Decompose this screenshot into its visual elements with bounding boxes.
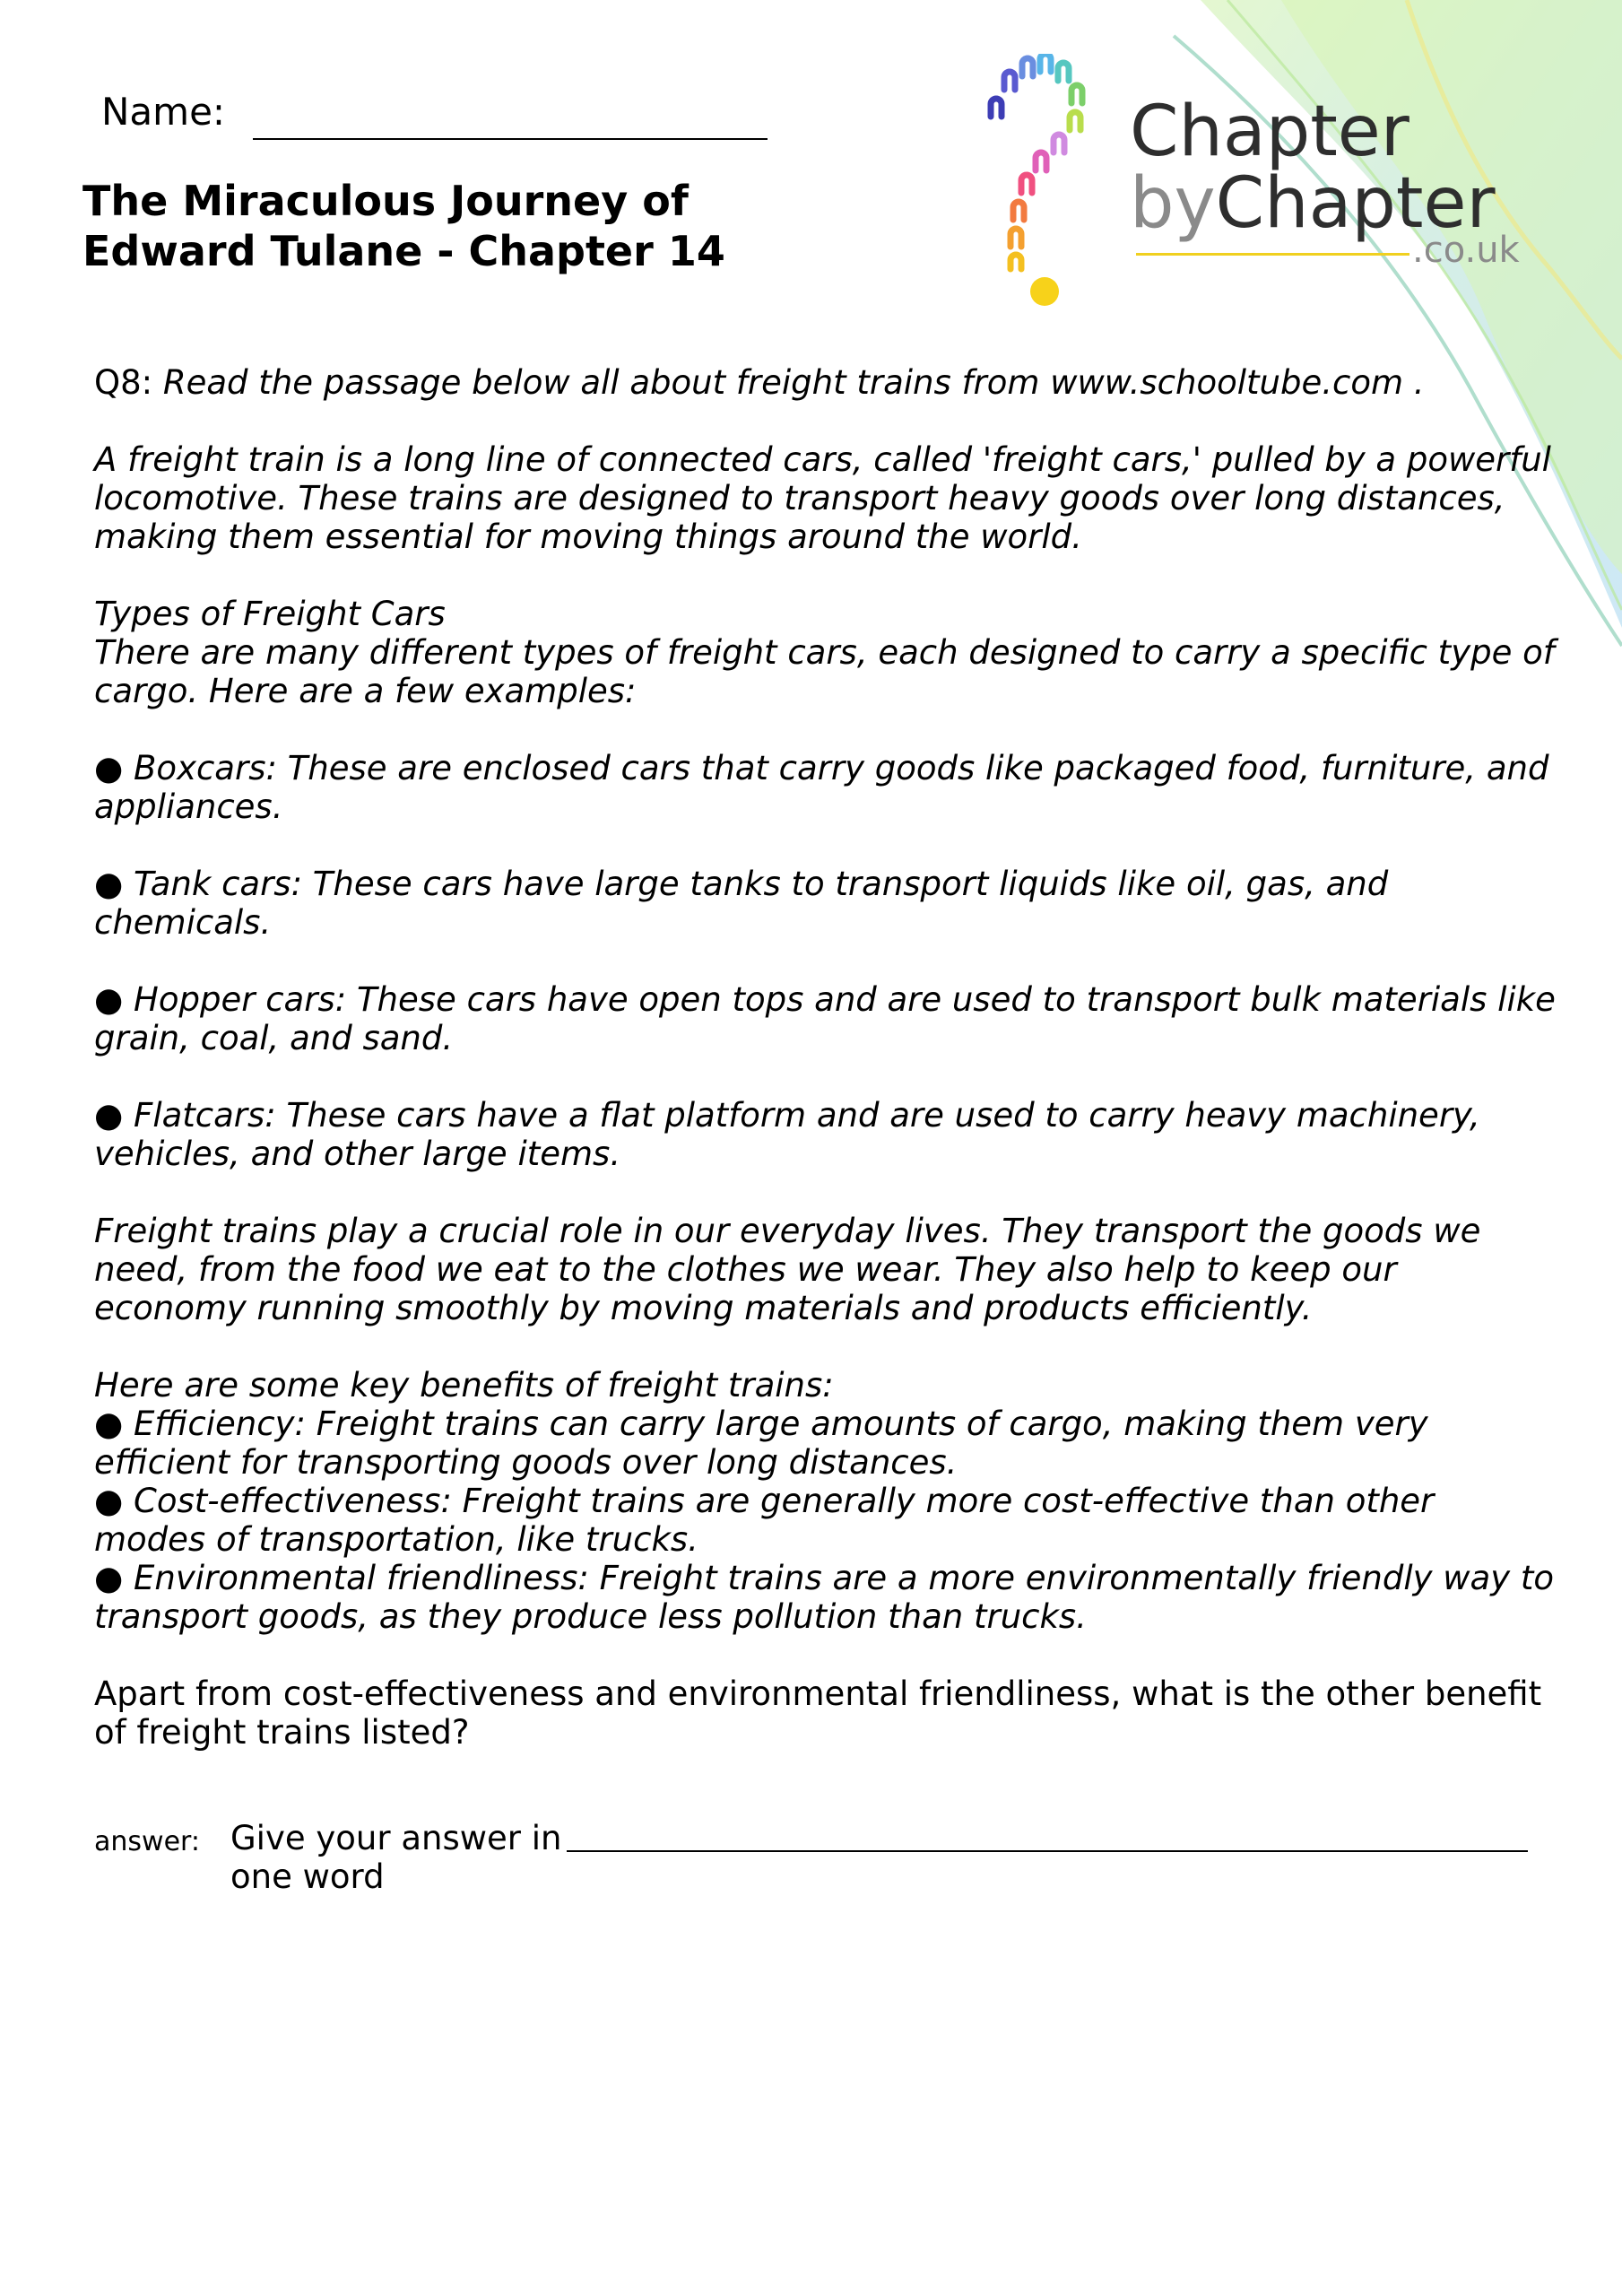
list-item: ● Tank cars: These cars have large tanks to transport liquids like oil, gas, and chemicals. [94, 865, 1389, 942]
logo-word-chapter: Chapter [1130, 91, 1409, 172]
types-intro: There are many different types of freight cars, each designed to carry a specific type of cargo. Here are a few examples: [94, 633, 1555, 710]
worksheet-title [82, 176, 725, 276]
list-item: ● Environmental friendliness: Freight trains are a more environmentally friendly way to transport goods, as they produce less pollution than trucks. [94, 1559, 1554, 1636]
worksheet-content [94, 363, 1556, 1752]
list-item: ● Hopper cars: These cars have open tops and are used to transport bulk materials like grain, coal, and sand. [94, 980, 1556, 1057]
name-label: Name: [101, 90, 226, 134]
list-item: ● Flatcars: These cars have a flat platform and are used to carry heavy machinery, vehicles, and other large items. [94, 1096, 1480, 1173]
passage-intro: A freight train is a long line of connected cars, called 'freight cars,' pulled by a powerful locomotive. These trains are designed to transport heavy goods over long distances, making them essential for moving things around the world. [94, 440, 1551, 556]
name-field-line[interactable] [253, 138, 768, 140]
title-line-1: The Miraculous Journey of [82, 177, 689, 225]
logo-domain: .co.uk [1412, 230, 1520, 271]
logo-word-by: by [1130, 163, 1216, 244]
question-instruction-text: Read the passage below all about freight trains from www.schooltube.com . [162, 363, 1425, 402]
list-item: ● Efficiency: Freight trains can carry large amounts of cargo, making them very efficient for transporting goods over long distances. [94, 1405, 1428, 1482]
question-mark-books-icon [964, 54, 1107, 314]
answer-label: answer: [94, 1826, 200, 1857]
answer-hint: Give your answer in one word [230, 1819, 562, 1896]
types-heading: Types of Freight Cars [94, 595, 446, 633]
question-instruction [94, 363, 1556, 402]
passage-role: Freight trains play a crucial role in our everyday lives. They transport the goods we need, from the food we eat to the clothes we wear. They also help to keep our economy running smoothly by moving materials and products efficiently. [94, 1212, 1481, 1327]
list-item: ● Boxcars: These are enclosed cars that carry goods like packaged food, furniture, and appliances. [94, 749, 1549, 826]
title-line-2: Edward Tulane - Chapter 14 [82, 227, 725, 275]
question-prompt: Apart from cost-effectiveness and environmental friendliness, what is the other benefit of freight trains listed? [94, 1674, 1542, 1752]
answer-input-line[interactable] [567, 1850, 1528, 1852]
benefits-intro: Here are some key benefits of freight trains: [94, 1366, 834, 1405]
list-item: ● Cost-effectiveness: Freight trains are generally more cost-effective than other modes of transportation, like trucks. [94, 1482, 1435, 1559]
logo-underline [1136, 253, 1409, 256]
logo-word-chapter-2: Chapter [1215, 163, 1496, 244]
question-number: Q8: [94, 363, 153, 402]
